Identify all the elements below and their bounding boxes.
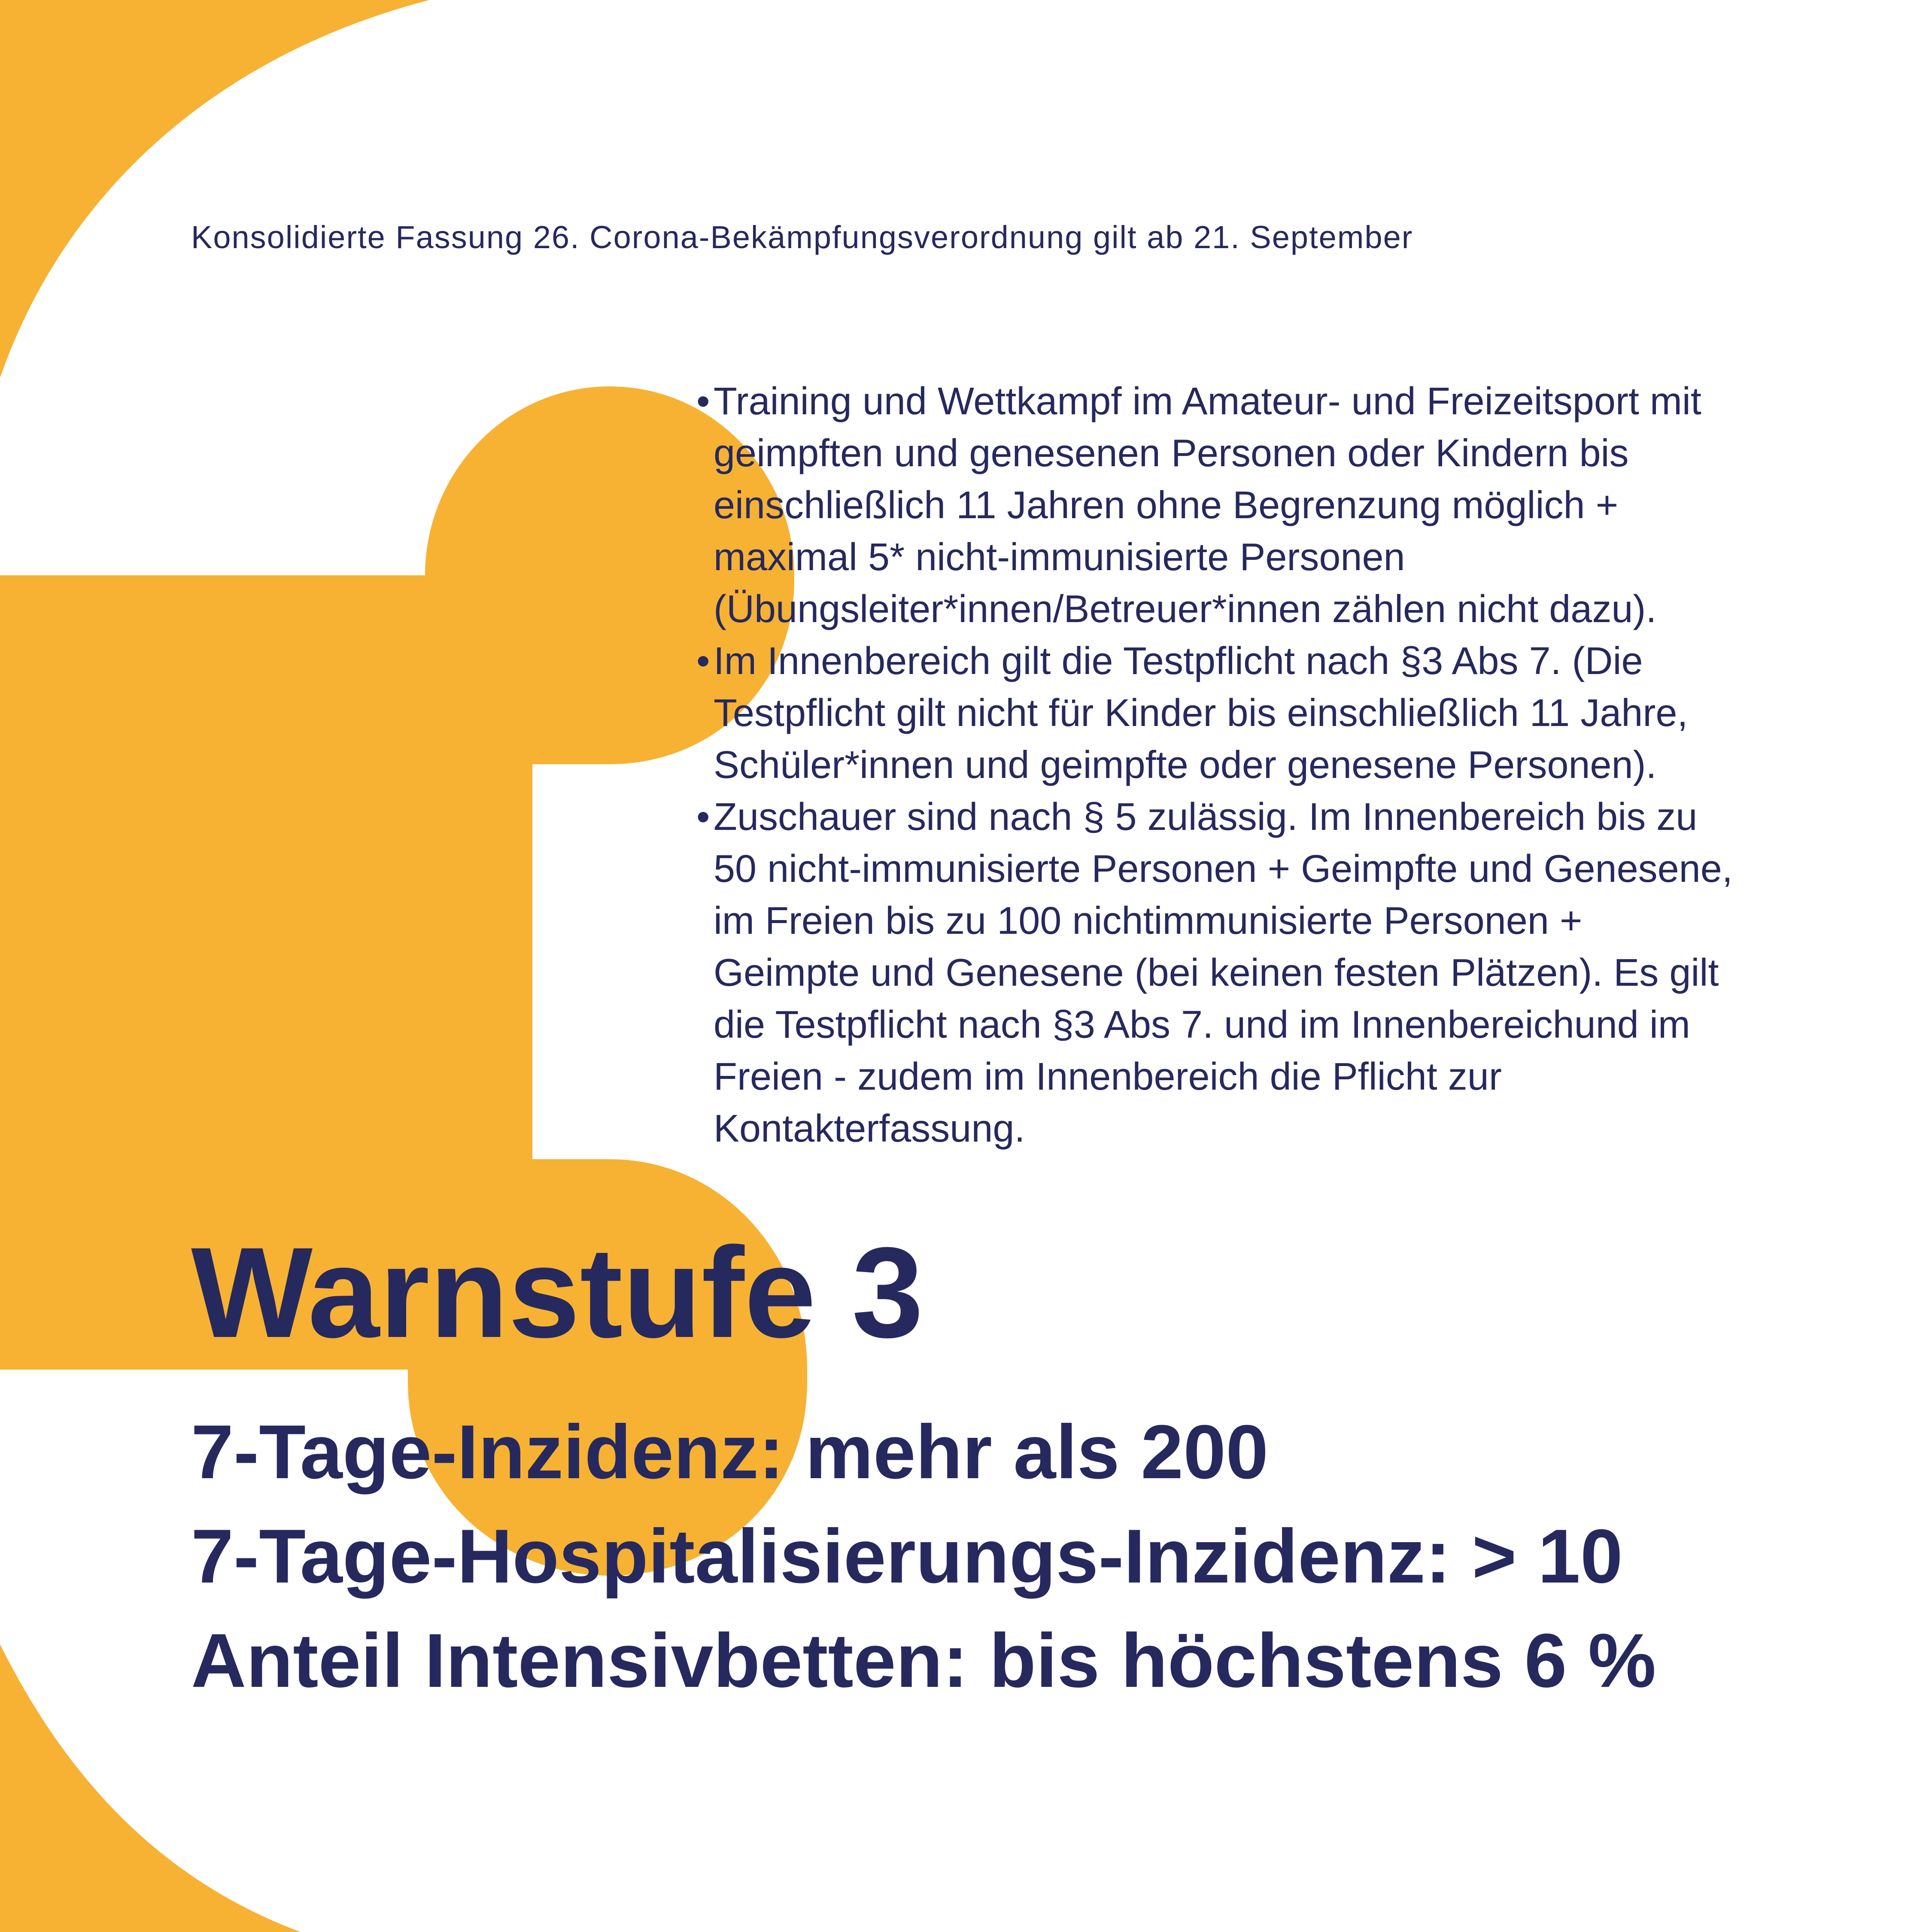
rules-list (687, 376, 1739, 1155)
metric-hospitalization: 7-Tage-Hospitalisierungs-Inzidenz: > 10 (191, 1513, 1623, 1599)
warning-level-title: Warnstufe 3 (191, 1220, 923, 1364)
rule-item-spectators (687, 791, 1739, 1155)
rule-text: Training und Wettkampf im Amateur- und Freizeitsport mit geimpften und genesenen Personen oder Kindern bis einschließlich 11 Jahren ohne Begrenzung möglich + maximal 5* nicht-immunisierte Personen (Übungsleiter*innen/Betreuer*innen zählen nicht dazu). (714, 380, 1701, 631)
rule-item-training (687, 376, 1739, 635)
bullet-icon: • (696, 640, 710, 683)
threshold-metrics (191, 1400, 1656, 1713)
bullet-icon: • (696, 796, 710, 838)
outer-arc-shape (0, 0, 429, 378)
regulation-subtitle: Konsolidierte Fassung 26. Corona-Bekämpfungsverordnung gilt ab 21. September (191, 219, 1413, 255)
rule-text: Im Innenbereich gilt die Testpflicht nach §3 Abs 7. (Die Testpflicht gilt nicht für Kinder bis einschließlich 11 Jahre, Schüler*innen und geimpfte oder genesene Personen). (714, 640, 1688, 787)
metric-icu-share: Anteil Intensivbetten: bis höchstens 6 % (191, 1618, 1656, 1703)
rule-item-testing (687, 635, 1739, 791)
metric-incidence: 7-Tage-Inzidenz: mehr als 200 (191, 1409, 1269, 1495)
rule-text: Zuschauer sind nach § 5 zulässig. Im Innenbereich bis zu 50 nicht-immunisierte Personen + Geimpfte und Genesene, im Freien bis zu 100 nichtimmunisierte Personen + Geimpte und Genesene (bei keinen festen Plätzen). Es gilt die Testpflicht nach §3 Abs 7. und im Innenbereichund im Freien - zudem im Innenbereich die Pflicht zur Kontakterfassung. (714, 796, 1733, 1150)
number-body-shape (0, 386, 807, 1576)
bullet-icon: • (696, 380, 710, 423)
